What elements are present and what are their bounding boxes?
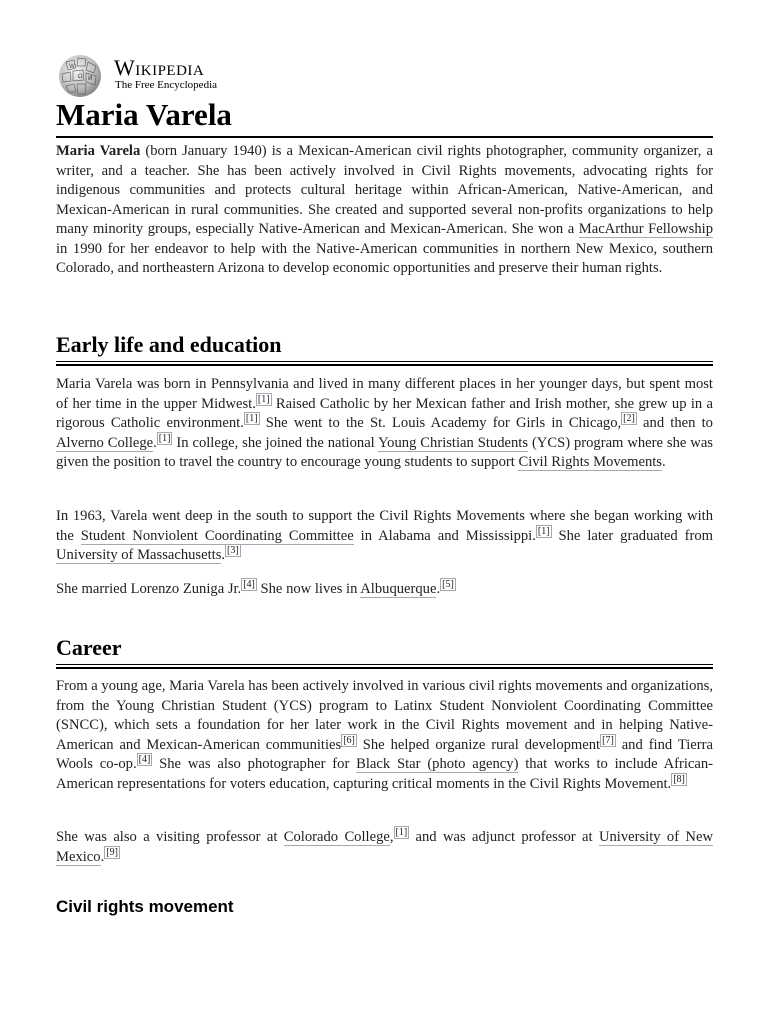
wikipedia-globe-icon — [56, 54, 104, 98]
link-civil-rights-movements[interactable]: Civil Rights Movements — [518, 454, 662, 470]
early-paragraph-3 — [56, 580, 713, 600]
ref-link[interactable]: [9] — [106, 846, 118, 858]
early-p2-text-3: She later graduated from — [551, 527, 714, 544]
career-p2-text-2: , — [389, 829, 394, 845]
early-p2-text-1: In 1963, Varela went deep in the south to support the Civil Rights Movements where she began working with the — [56, 508, 713, 544]
ref-link[interactable]: [1] — [158, 432, 171, 444]
career-p1-text-3: and find Tierra Wools co-op. — [56, 736, 713, 772]
early-p1-text-5: . — [153, 434, 157, 451]
ref-link[interactable]: [1] — [395, 827, 408, 839]
ref-link[interactable]: [4] — [243, 579, 255, 591]
ref-link[interactable]: [1] — [245, 413, 258, 425]
page-title: Maria Varela — [56, 96, 713, 138]
svg-text:W: W — [69, 63, 75, 70]
early-p3-text-3: . — [436, 581, 441, 597]
heading-early-life: Early life and education — [56, 331, 713, 362]
early-p1-text-4: and then to — [636, 415, 713, 431]
early-p2-text-4: . — [221, 547, 226, 563]
intro-text-1: (born January 1940) is a Mexican-American civil rights photographer, community organizer, a writer, and a teacher. She has been actively involved in Civil Rights movements, advocating rights for indigenous communities and protects cultural heritage within African-American, Native-American, and Mexican-American in rural communities. She created and supported several non-profits organizations to help many minority groups, especially Native-American and Mexican-American. She won a — [56, 143, 714, 237]
link-albuquerque[interactable]: Albuquerque — [360, 581, 437, 597]
intro-bold-name: Maria Varela — [56, 143, 141, 159]
career-p1-text-4: She was also photographer for — [152, 756, 357, 772]
ref-link[interactable]: [1] — [257, 393, 270, 405]
intro-paragraph — [56, 142, 713, 279]
ref-link[interactable]: [5] — [442, 579, 454, 591]
intro-text-2: in 1990 for her endeavor to help with the Native-American communities in northern New Mexico, southern Colorado, and northeastern Arizona to develop economic opportunities and preserve their human rights. — [56, 240, 713, 276]
svg-text:Ω: Ω — [78, 73, 83, 80]
early-p1-text-7: (YCS) program where she was given the position to travel the country to encourage young students to support — [56, 434, 713, 470]
career-p2-text-4: . — [100, 848, 105, 865]
link-sncc[interactable]: Student Nonviolent Coordinating Committee — [80, 527, 354, 544]
early-paragraph-1 — [56, 375, 713, 473]
link-colorado-college[interactable]: Colorado College — [283, 829, 390, 845]
link-alverno-college[interactable]: Alverno College — [56, 434, 154, 451]
early-p3-text-1: She married Lorenzo Zuniga Jr. — [56, 581, 242, 597]
link-university-of-new-mexico[interactable]: University of New Mexico — [56, 829, 713, 865]
link-black-star[interactable]: Black Star (photo agency) — [356, 756, 519, 772]
wikipedia-tagline: The Free Encyclopedia — [115, 79, 218, 91]
early-p3-text-2: She now lives in — [256, 581, 361, 597]
ref-link[interactable]: [2] — [623, 413, 635, 425]
link-university-of-massachusetts[interactable]: University of Massachusetts — [56, 547, 222, 563]
early-p1-text-6: In college, she joined the national — [172, 434, 379, 451]
ref-link[interactable]: [7] — [602, 734, 614, 746]
link-macarthur-fellowship[interactable]: MacArthur Fellowship — [578, 221, 713, 237]
career-paragraph-2 — [56, 828, 713, 867]
link-young-christian-students[interactable]: Young Christian Students — [378, 434, 529, 451]
career-p1-text-5: that works to include African-American representations for voters education, capturing critical moments in the Civil Rights Movement. — [56, 756, 714, 792]
ref-link[interactable]: [6] — [343, 734, 355, 746]
ref-link[interactable]: [4] — [138, 754, 151, 766]
wikipedia-logo[interactable] — [56, 54, 256, 98]
career-paragraph-1 — [56, 677, 713, 794]
wikipedia-wordmark: Wikipedia — [114, 55, 205, 80]
ref-link[interactable]: [3] — [227, 545, 239, 557]
early-p1-text-3: She went to the St. Louis Academy for Girls in Chicago, — [259, 415, 622, 431]
early-p1-text-8: . — [661, 454, 666, 470]
career-p1-text-2: She helped organize rural development — [356, 736, 601, 753]
early-p1-text-2: Raised Catholic by her Mexican father and Irish mother, she grew up in a rigorous Catholic environment. — [56, 395, 713, 431]
ref-link[interactable]: [8] — [673, 773, 685, 785]
early-p2-text-2: in Alabama and Mississippi. — [353, 527, 536, 544]
svg-text:И: И — [88, 75, 93, 82]
early-p1-text-1: Maria Varela was born in Pennsylvania and lived in many different places in her younger days, but spent most of her time in the upper Midwest. — [56, 376, 713, 412]
career-p1-text-1: From a young age, Maria Varela has been actively involved in various civil rights movements and organizations, from the Young Christian Student (YCS) program to Latinx Student Nonviolent Coordinating Committee (SNCC), which sets a foundation for her later work in the Civil Rights movement and in helping Native-American and Mexican-American communities — [56, 678, 713, 753]
career-p2-text-1: She was also a visiting professor at — [56, 829, 284, 845]
heading-civil-rights-movement: Civil rights movement — [56, 897, 234, 916]
ref-link[interactable]: [1] — [537, 525, 550, 537]
career-p2-text-3: and was adjunct professor at — [409, 829, 599, 845]
heading-career: Career — [56, 634, 713, 665]
early-paragraph-2 — [56, 507, 713, 566]
